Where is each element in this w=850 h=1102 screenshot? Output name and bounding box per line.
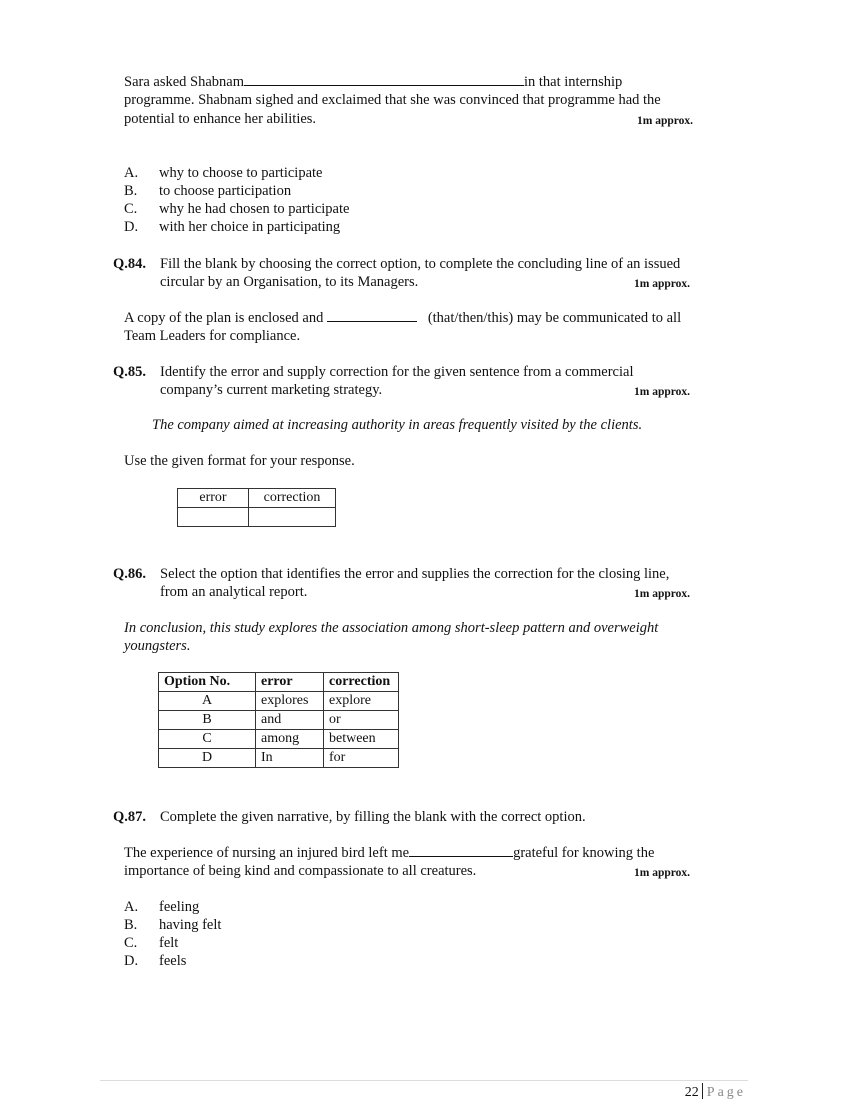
q83-option-d	[124, 218, 340, 236]
q85-instruction: Use the given format for your response.	[124, 453, 355, 469]
correction-cell: between	[324, 730, 399, 749]
q87-blank	[409, 844, 513, 857]
option-letter: A.	[124, 899, 139, 915]
q86-question-line1: Select the option that identifies the error and supplies the correction for the closing line,	[160, 566, 670, 582]
option-no-cell: C	[159, 730, 256, 749]
q85-marks: 1m approx.	[634, 386, 691, 398]
option-text: why he had chosen to participate	[159, 201, 350, 217]
q83-marks: 1m approx.	[637, 115, 694, 127]
error-cell: explores	[256, 692, 324, 711]
option-text: having felt	[159, 917, 222, 933]
table-header-error: error	[178, 489, 249, 508]
response-cell-correction[interactable]	[249, 508, 336, 527]
q86-marks: 1m approx.	[634, 588, 691, 600]
q83-prompt-line1	[124, 73, 724, 91]
option-no-cell: A	[159, 692, 256, 711]
q83-option-b	[124, 182, 291, 200]
table-row	[159, 749, 399, 768]
q86-question-line2: from an analytical report.	[160, 584, 308, 600]
q83-option-a	[124, 164, 322, 182]
option-letter: C.	[124, 935, 138, 951]
option-no-cell: D	[159, 749, 256, 768]
table-row	[159, 711, 399, 730]
correction-cell: or	[324, 711, 399, 730]
table-row	[178, 508, 336, 527]
correction-cell: for	[324, 749, 399, 768]
q86-sentence-line2: youngsters.	[124, 638, 191, 654]
q84-question-line2: circular by an Organisation, to its Managers.	[160, 274, 419, 290]
q86-number: Q.86.	[113, 566, 147, 582]
q85-question-line2: company’s current marketing strategy.	[160, 382, 383, 398]
page-label: Page	[706, 1085, 746, 1100]
error-cell: and	[256, 711, 324, 730]
option-letter: B.	[124, 917, 138, 933]
table-header-row	[159, 673, 399, 692]
page-number: 22	[684, 1085, 699, 1100]
q85-number: Q.85.	[113, 364, 147, 380]
option-no-cell: B	[159, 711, 256, 730]
q84-text-after-blank: (that/then/this) may be communicated to all	[427, 310, 682, 326]
table-row	[159, 692, 399, 711]
option-letter: C.	[124, 201, 138, 217]
q86-sentence-line1: In conclusion, this study explores the association among short-sleep pattern and overweight	[124, 620, 659, 636]
footer-separator	[702, 1083, 703, 1099]
q87-option-d	[124, 952, 186, 970]
option-text: with her choice in participating	[159, 219, 341, 235]
q83-blank	[244, 73, 524, 86]
option-letter: B.	[124, 183, 138, 199]
q87-question-line1: Complete the given narrative, by filling the blank with the correct option.	[160, 809, 586, 825]
correction-cell: explore	[324, 692, 399, 711]
option-letter: D.	[124, 953, 139, 969]
q87-option-c	[124, 934, 178, 952]
q87-sentence-line1	[124, 844, 734, 862]
q87-option-b	[124, 916, 221, 934]
q85-response-table	[177, 488, 336, 527]
option-letter: D.	[124, 219, 139, 235]
q87-sentence-line2: importance of being kind and compassionate to all creatures.	[124, 863, 477, 879]
q84-sentence-line1	[124, 309, 734, 327]
table-header-correction: correction	[324, 673, 399, 692]
q83-text-after-blank: in that internship	[524, 74, 623, 90]
q84-number: Q.84.	[113, 256, 147, 272]
q84-blank	[327, 309, 417, 322]
q87-text-after-blank: grateful for knowing the	[513, 845, 655, 861]
page-footer	[685, 1083, 746, 1102]
q87-option-a	[124, 898, 199, 916]
q83-option-c	[124, 200, 349, 218]
option-text: feeling	[159, 899, 200, 915]
table-row	[159, 730, 399, 749]
table-header-correction: correction	[249, 489, 336, 508]
error-cell: In	[256, 749, 324, 768]
q87-marks: 1m approx.	[634, 867, 691, 879]
table-header-option-no: Option No.	[159, 673, 256, 692]
q84-sentence-line2: Team Leaders for compliance.	[124, 328, 301, 344]
q85-sentence: The company aimed at increasing authority in areas frequently visited by the clients.	[152, 417, 643, 433]
footer-divider	[100, 1080, 748, 1081]
option-letter: A.	[124, 165, 139, 181]
q83-prompt-line2: programme. Shabnam sighed and exclaimed that she was convinced that programme had the	[124, 92, 661, 108]
table-header-error: error	[256, 673, 324, 692]
error-cell: among	[256, 730, 324, 749]
q83-text-before-blank: Sara asked Shabnam	[124, 74, 244, 90]
table-header-row	[178, 489, 336, 508]
q83-prompt-line3: potential to enhance her abilities.	[124, 111, 317, 127]
option-text: felt	[159, 935, 179, 951]
option-text: to choose participation	[159, 183, 292, 199]
q84-text-before-blank: A copy of the plan is enclosed and	[124, 310, 324, 326]
q86-options-table	[158, 672, 399, 768]
option-text: why to choose to participate	[159, 165, 323, 181]
q84-marks: 1m approx.	[634, 278, 691, 290]
option-text: feels	[159, 953, 187, 969]
q87-number: Q.87.	[113, 809, 147, 825]
q87-text-before-blank: The experience of nursing an injured bird left me	[124, 845, 410, 861]
q84-question-line1: Fill the blank by choosing the correct option, to complete the concluding line of an issued	[160, 256, 681, 272]
q85-question-line1: Identify the error and supply correction for the given sentence from a commercial	[160, 364, 634, 380]
response-cell-error[interactable]	[178, 508, 249, 527]
